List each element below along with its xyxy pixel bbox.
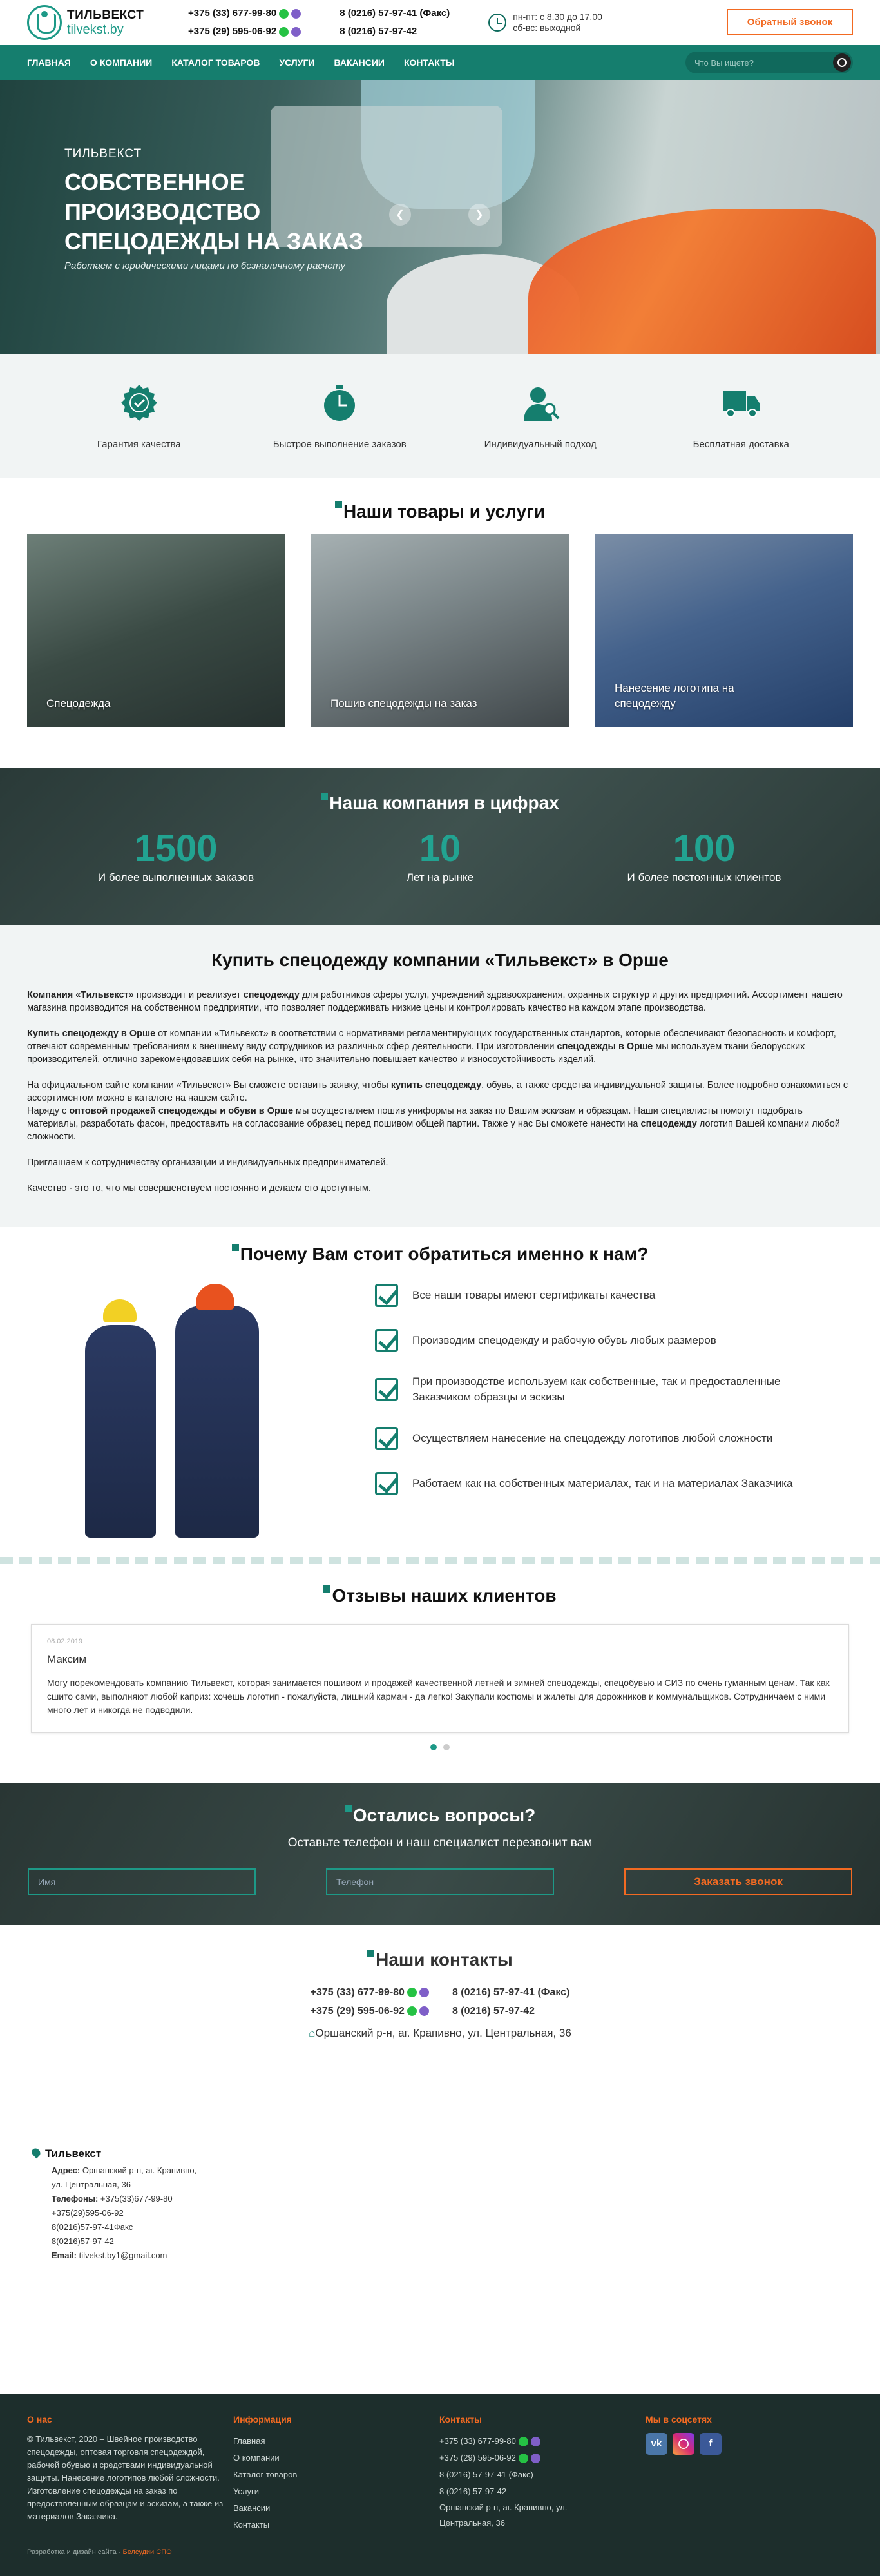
reviews-title: Отзывы наших клиентов bbox=[0, 1585, 880, 1606]
viber-icon bbox=[531, 2437, 540, 2446]
review-card bbox=[31, 1624, 849, 1733]
contacts-section bbox=[0, 1925, 880, 2394]
about-paragraph: Компания «Тильвекст» производит и реализует спецодежду для работников сферы услуг, учреждений здравоохранения, охранных структур и других предприятий. Ассортимент нашего магазина производится на собственном предприятии, что позволяет поддерживать низкие цены и контролировать качество на каждом этапе производства. bbox=[27, 990, 843, 1013]
nav-about[interactable]: О КОМПАНИИ bbox=[90, 57, 153, 68]
review-text: Могу порекомендовать компанию Тильвекст, которая занимается пошивом и продажей качественной летней и зимней спецодежды, спецобувью и СИЗ по очень гуманным ценам. Так как сшито сами, выполняют любой каприз: хочешь логотип - пожалуйста, лишний карман - да легко! Закупали костюмы и жилеты для дорожников и коммунальщиков. Сотрудничаем с ними много лет и никогда не подводили. bbox=[47, 1678, 830, 1715]
why-title: Почему Вам стоит обратиться именно к нам? bbox=[0, 1244, 880, 1264]
header-fax[interactable]: 8 (0216) 57-97-41 (Факс) bbox=[340, 8, 450, 19]
why-item: Осуществляем нанесение на спецодежду логотипов любой сложности bbox=[375, 1427, 826, 1450]
numbers-title: Наша компания в цифрах bbox=[0, 793, 880, 813]
footer-info: Информация Главная О компании Каталог товаров Услуги Вакансии Контакты bbox=[233, 2411, 439, 2576]
search-input[interactable] bbox=[685, 52, 853, 73]
hero-note: Работаем с юридическими лицами по безналичному расчету bbox=[64, 260, 346, 271]
hero-bg-fabric bbox=[528, 209, 876, 354]
contacts-title: Наши контакты bbox=[0, 1950, 880, 1970]
hours-weekend: сб-вс: выходной bbox=[513, 23, 581, 33]
why-list bbox=[375, 1280, 826, 1538]
footer-about: О нас © Тильвекст, 2020 – Швейное производство спецодежды, оптовая торговля спецодеждой, рабочей обувью и средствами индивидуальной защиты. Нанесение логотипов любой сложности. Изготовление спецодежды на заказ по предоставленным образцам и эскизам, а также из материалов Заказчика. bbox=[27, 2411, 233, 2576]
logo-name: ТИЛЬВЕКСТ bbox=[67, 8, 144, 22]
truck-icon bbox=[715, 383, 767, 422]
worker-man-figure bbox=[175, 1306, 259, 1538]
hero-title: СОБСТВЕННОЕ ПРОИЗВОДСТВО СПЕЦОДЕЖДЫ НА ЗАКАЗ bbox=[64, 169, 363, 255]
stat-label: И более постоянных клиентов bbox=[627, 871, 781, 884]
orange-helmet-icon bbox=[196, 1284, 234, 1310]
pagination-dot[interactable] bbox=[443, 1744, 450, 1750]
hero-subtitle: ТИЛЬВЕКСТ bbox=[64, 147, 142, 160]
whatsapp-icon bbox=[519, 2454, 528, 2463]
logo[interactable] bbox=[27, 5, 162, 40]
logo-mark-icon bbox=[27, 5, 62, 40]
footer-link-about[interactable]: О компании bbox=[233, 2453, 280, 2463]
good-card-tailoring[interactable] bbox=[311, 534, 569, 727]
viber-icon[interactable] bbox=[419, 1988, 429, 1997]
slider-prev-icon[interactable]: ❮ bbox=[389, 204, 411, 226]
features-section bbox=[0, 354, 880, 478]
about-paragraph: Качество - это то, что мы совершенствуем постоянно и делаем его доступным. bbox=[27, 1183, 371, 1194]
hero-banner bbox=[0, 80, 880, 354]
whatsapp-icon[interactable] bbox=[407, 1988, 417, 1997]
footer-contacts: Контакты +375 (33) 677-99-80 +375 (29) 595-06-92 8 (0216) 57-97-41 (Факс) 8 (0216) 57-97-42 Оршанский р-н, аг. Крапивно, ул. Центральная, 36 bbox=[439, 2414, 568, 2528]
whatsapp-icon bbox=[519, 2437, 528, 2446]
goods-section bbox=[0, 478, 880, 768]
callback-form bbox=[28, 1868, 852, 1895]
contacts-phones bbox=[0, 1983, 880, 2020]
order-call-button[interactable]: Заказать звонок bbox=[624, 1868, 852, 1895]
contact-address: ⌂Оршанский р-н, аг. Крапивно, ул. Центральная, 36 bbox=[309, 2027, 571, 2039]
why-item: Производим спецодежду и рабочую обувь любых размеров bbox=[375, 1329, 826, 1352]
good-label: Нанесение логотипа на спецодежду bbox=[615, 682, 734, 710]
whatsapp-icon[interactable] bbox=[407, 2006, 417, 2016]
footer bbox=[0, 2394, 880, 2576]
nav-services[interactable]: УСЛУГИ bbox=[279, 57, 315, 68]
pagination-dot-active[interactable] bbox=[430, 1744, 437, 1750]
map-card-email[interactable]: tilvekst.by1@gmail.com bbox=[79, 2251, 167, 2260]
stat-clients bbox=[588, 826, 820, 884]
stat-years bbox=[324, 826, 556, 884]
developer-link[interactable]: Белсудии СПО bbox=[122, 2548, 172, 2556]
footer-social: Мы в соцсетях vk ◯ f bbox=[646, 2411, 852, 2576]
quality-badge-icon bbox=[120, 383, 158, 422]
header-phone-3[interactable]: 8 (0216) 57-97-42 bbox=[340, 26, 417, 37]
yellow-helmet-icon bbox=[103, 1299, 137, 1322]
why-item: Работаем как на собственных материалах, так и на материалах Заказчика bbox=[375, 1472, 826, 1495]
review-date: 08.02.2019 bbox=[47, 1638, 83, 1645]
about-title: Купить спецодежду компании «Тильвекст» в Орше bbox=[211, 950, 669, 970]
header-phones bbox=[188, 5, 301, 41]
feature-label: Гарантия качества bbox=[97, 438, 181, 450]
vk-icon[interactable]: vk bbox=[646, 2433, 667, 2455]
about-paragraph: Приглашаем к сотрудничеству организации и индивидуальных предпринимателей. bbox=[27, 1157, 388, 1168]
map-area[interactable] bbox=[0, 2066, 880, 2394]
checkbox-icon bbox=[375, 1378, 398, 1401]
stat-label: И более выполненных заказов bbox=[97, 871, 254, 884]
good-card-logo[interactable] bbox=[595, 534, 853, 727]
viber-icon bbox=[531, 2454, 540, 2463]
feature-quality bbox=[49, 383, 229, 450]
search-placeholder: Что Вы ищете? bbox=[694, 57, 754, 68]
questions-section bbox=[0, 1783, 880, 1925]
review-author: Максим bbox=[47, 1653, 87, 1665]
why-item: При производстве используем как собственные, так и предоставленные Заказчиком образцы и эскизы bbox=[375, 1374, 826, 1405]
logo-site: tilvekst.by bbox=[67, 22, 124, 37]
reviews-section bbox=[0, 1564, 880, 1783]
numbers-section bbox=[0, 768, 880, 925]
about-paragraph: На официальном сайте компании «Тильвекст» Вы сможете оставить заявку, чтобы купить спецодежду, обувь, а также средства индивидуальной защиты. Более подробно ознакомиться с ассортиментом можно в каталоге на нашем сайте. Наряду с оптовой продажей спецодежды и обуви в Орше мы осуществляем пошив униформы на заказ по Вашим эскизам и образцам. Наши специалисты помогут подобрать материалы, разработать фасон, предоставить на согласование образец перед пошивом общей партии. Также у нас Вы сможете нанести на спецодежду логотип Вашей компании любой сложности. bbox=[27, 1080, 848, 1142]
facebook-icon[interactable]: f bbox=[700, 2433, 722, 2455]
stat-orders bbox=[60, 826, 292, 884]
nav-contacts[interactable]: КОНТАКТЫ bbox=[403, 57, 455, 68]
footer-about-text: © Тильвекст, 2020 – Швейное производство спецодежды, оптовая торговля спецодеждой, рабочей обувью и средствами индивидуальной защиты. Нанесение логотипов любой сложности. Изготовление спецодежды на заказ по предоставленным образцам и эскизам, а также из материалов Заказчика. bbox=[27, 2434, 224, 2521]
callback-button[interactable]: Обратный звонок bbox=[727, 9, 853, 35]
review-pagination bbox=[0, 1742, 880, 1754]
footer-link-vacancies[interactable]: Вакансии bbox=[233, 2503, 271, 2513]
workers-image bbox=[27, 1280, 298, 1538]
nav-home[interactable]: ГЛАВНАЯ bbox=[27, 57, 71, 68]
about-paragraph: Купить спецодежду в Орше от компании «Тильвекст» в соответствии с нормативами регламентирующих государственных стандартов, которые обеспечивают безопасность и комфорт, отвечают современным требованиям к внешнему виду сотрудников из различных сфер деятельности. При изготовлении спецодежды в Орше мы используем ткани белорусских производителей, отлично зарекомендовавших себя на рынке, что значительно повышает качество и износоустойчивость изделий. bbox=[27, 1029, 836, 1065]
hero-text bbox=[64, 147, 399, 271]
instagram-icon[interactable]: ◯ bbox=[673, 2433, 694, 2455]
nav-vacancies[interactable]: ВАКАНСИИ bbox=[334, 57, 385, 68]
stat-value: 100 bbox=[673, 828, 736, 869]
search-icon[interactable] bbox=[833, 53, 851, 72]
about-section bbox=[0, 925, 880, 1227]
feature-delivery bbox=[651, 383, 831, 450]
feature-fast bbox=[249, 383, 430, 450]
worker-woman-figure bbox=[85, 1325, 156, 1538]
good-label: Пошив спецодежды на заказ bbox=[330, 697, 477, 710]
clock-icon bbox=[488, 14, 506, 32]
main-nav bbox=[0, 45, 880, 80]
hours-weekdays: пн-пт: с 8.30 до 17.00 bbox=[513, 12, 602, 22]
home-icon: ⌂ bbox=[309, 2027, 316, 2039]
footer-link-catalog[interactable]: Каталог товаров bbox=[233, 2470, 298, 2479]
feature-label: Бесплатная доставка bbox=[693, 438, 789, 450]
contact-phone-2[interactable]: +375 (29) 595-06-92 bbox=[310, 2006, 405, 2017]
stat-value: 10 bbox=[419, 828, 461, 869]
good-card-workwear[interactable] bbox=[27, 534, 285, 727]
contact-phone-3[interactable]: 8 (0216) 57-97-42 bbox=[452, 2006, 535, 2017]
map-info-card: Тильвекст Адрес: Оршанский р-н, аг. Крапивно, ул. Центральная, 36 Телефоны: +375(33)677-99-80 +375(29)595-06-92 8(0216)57-97-41Факс 8(0216)57-97-42 Email: tilvekst.by1@gmail.com bbox=[32, 2147, 206, 2263]
whatsapp-icon[interactable] bbox=[279, 27, 289, 37]
person-search-icon bbox=[521, 383, 560, 422]
top-header bbox=[0, 0, 880, 45]
checkbox-icon bbox=[375, 1329, 398, 1352]
name-input[interactable]: Имя bbox=[28, 1868, 256, 1895]
map-pin-icon bbox=[30, 2147, 42, 2158]
stat-label: Лет на рынке bbox=[406, 871, 474, 884]
questions-subtitle: Оставьте телефон и наш специалист перезвонит вам bbox=[287, 1836, 593, 1850]
questions-title: Остались вопросы? bbox=[0, 1805, 880, 1826]
header-phone-2[interactable]: +375 (29) 595-06-92 bbox=[188, 26, 277, 37]
feature-label: Индивидуальный подход bbox=[484, 438, 597, 450]
viber-icon[interactable] bbox=[291, 27, 301, 37]
checkbox-icon bbox=[375, 1284, 398, 1307]
footer-link-contacts[interactable]: Контакты bbox=[233, 2520, 270, 2530]
viber-icon[interactable] bbox=[419, 2006, 429, 2016]
header-phones-landline bbox=[340, 5, 450, 41]
nav-catalog[interactable]: КАТАЛОГ ТОВАРОВ bbox=[171, 57, 260, 68]
working-hours bbox=[488, 12, 602, 34]
contact-phone-1[interactable]: +375 (33) 677-99-80 bbox=[310, 1987, 405, 1998]
phone-input[interactable]: Телефон bbox=[326, 1868, 554, 1895]
footer-link-home[interactable]: Главная bbox=[233, 2436, 265, 2446]
why-item: Все наши товары имеют сертификаты качества bbox=[375, 1284, 826, 1307]
why-section bbox=[0, 1227, 880, 1557]
good-label: Спецодежда bbox=[46, 697, 111, 710]
checkbox-icon bbox=[375, 1427, 398, 1450]
contact-fax[interactable]: 8 (0216) 57-97-41 (Факс) bbox=[452, 1987, 570, 1998]
slider-next-icon[interactable]: ❯ bbox=[468, 204, 490, 226]
developer-credit: Разработка и дизайн сайта - Белсудии СПО bbox=[27, 2548, 172, 2556]
whatsapp-icon[interactable] bbox=[279, 9, 289, 19]
map-card-title: Тильвекст bbox=[32, 2147, 206, 2161]
viber-icon[interactable] bbox=[291, 9, 301, 19]
stopwatch-icon bbox=[320, 383, 359, 422]
feature-label: Быстрое выполнение заказов bbox=[273, 438, 407, 450]
checkbox-icon bbox=[375, 1472, 398, 1495]
stat-value: 1500 bbox=[134, 828, 218, 869]
footer-link-services[interactable]: Услуги bbox=[233, 2486, 259, 2496]
goods-title: Наши товары и услуги bbox=[0, 501, 880, 522]
wave-divider bbox=[0, 1557, 880, 1564]
feature-individual bbox=[450, 383, 631, 450]
header-phone-1[interactable]: +375 (33) 677-99-80 bbox=[188, 8, 277, 19]
